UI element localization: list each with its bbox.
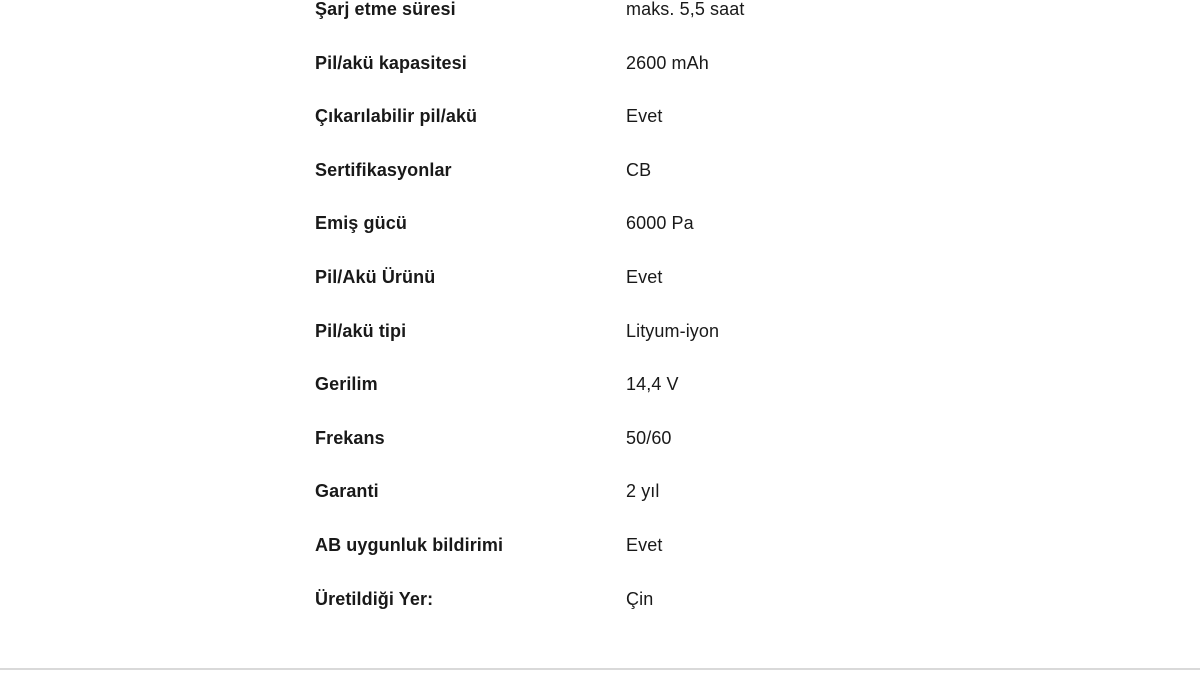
spec-label: Şarj etme süresi — [315, 0, 456, 19]
spec-value: 6000 Pa — [626, 213, 694, 234]
spec-value: maks. 5,5 saat — [626, 0, 745, 19]
section-divider — [0, 668, 1200, 670]
spec-label: AB uygunluk bildirimi — [315, 534, 504, 555]
spec-value: Evet — [626, 534, 663, 555]
spec-row — [0, 0, 1200, 52]
spec-row — [0, 373, 1200, 427]
spec-value: Çin — [626, 588, 654, 609]
spec-row — [0, 480, 1200, 534]
spec-value: 2 yıl — [626, 481, 660, 502]
spec-value: Evet — [626, 106, 663, 127]
spec-row — [0, 105, 1200, 159]
spec-label: Emiş gücü — [315, 213, 407, 234]
spec-row — [0, 159, 1200, 213]
spec-row — [0, 212, 1200, 266]
spec-label: Pil/Akü Ürünü — [315, 266, 436, 287]
spec-row — [0, 266, 1200, 320]
spec-row — [0, 320, 1200, 374]
spec-row — [0, 588, 1200, 642]
spec-label: Frekans — [315, 427, 385, 448]
spec-label: Garanti — [315, 481, 379, 502]
spec-value: Lityum-iyon — [626, 320, 720, 341]
spec-label: Pil/akü kapasitesi — [315, 52, 467, 73]
spec-label: Pil/akü tipi — [315, 320, 407, 341]
spec-value: Evet — [626, 266, 663, 287]
spec-value: CB — [626, 159, 652, 180]
spec-label: Çıkarılabilir pil/akü — [315, 106, 478, 127]
spec-row — [0, 534, 1200, 588]
spec-value: 2600 mAh — [626, 52, 709, 73]
spec-label: Sertifikasyonlar — [315, 159, 452, 180]
spec-value: 50/60 — [626, 427, 672, 448]
spec-label: Gerilim — [315, 374, 378, 395]
spec-value: 14,4 V — [626, 374, 679, 395]
spec-row — [0, 427, 1200, 481]
spec-row — [0, 52, 1200, 106]
spec-label: Üretildiği Yer: — [315, 588, 434, 609]
